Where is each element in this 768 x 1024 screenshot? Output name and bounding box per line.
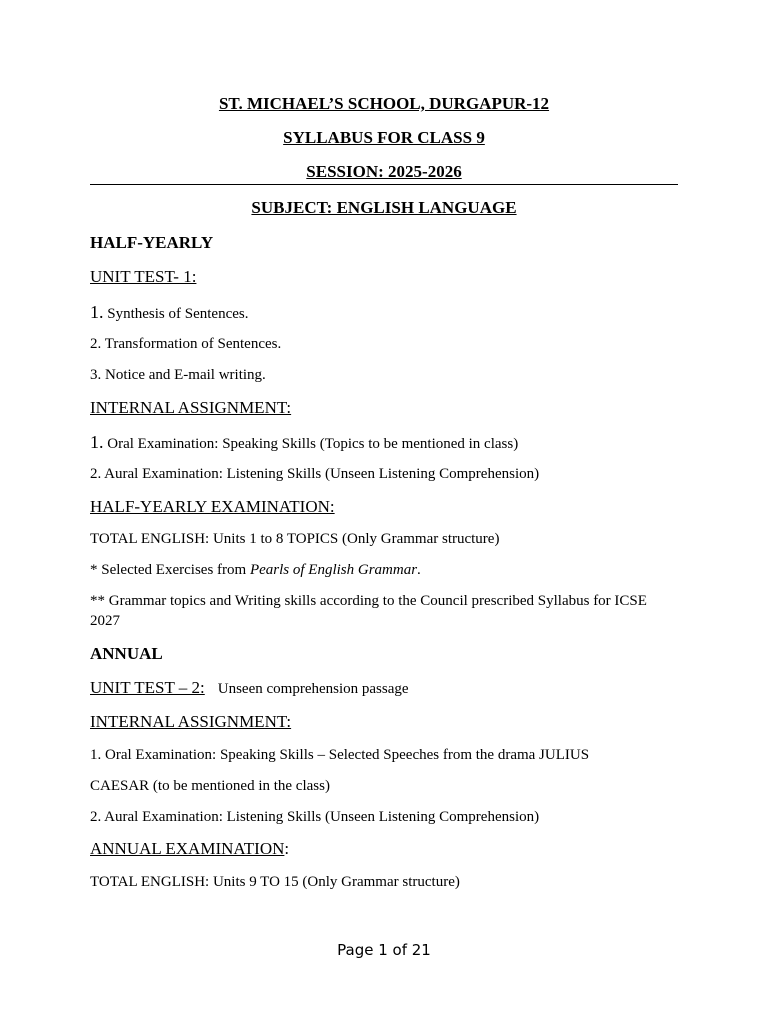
unit-test-1-heading: UNIT TEST- 1: <box>90 267 197 286</box>
unit-test-1-item-1: 1. Synthesis of Sentences. <box>90 302 249 322</box>
internal-assignment-2-item-2: 2. Aural Examination: Listening Skills (Unseen Listening Comprehension) <box>90 809 540 825</box>
unit-test-2-heading: UNIT TEST – 2: <box>90 678 205 697</box>
unit-test-2-text: Unseen comprehension passage <box>217 681 409 697</box>
annual-heading: ANNUAL <box>90 644 163 663</box>
school-title: ST. MICHAEL’S SCHOOL, DURGAPUR-12 <box>218 94 550 113</box>
header-divider <box>90 184 678 185</box>
unit-test-2-line <box>90 679 409 698</box>
annual-exam-heading-line: ANNUAL EXAMINATION: <box>90 839 290 858</box>
subject-title: SUBJECT: ENGLISH LANGUAGE <box>251 198 517 217</box>
page-number: Page 1 of 21 <box>337 941 431 959</box>
internal-assignment-1-item-1: 1. Oral Examination: Speaking Skills (Topics to be mentioned in class) <box>90 432 519 452</box>
annual-exam-heading: ANNUAL EXAMINATION <box>90 839 285 858</box>
half-yearly-exam-heading: HALF-YEARLY EXAMINATION: <box>90 497 335 516</box>
internal-assignment-1-heading: INTERNAL ASSIGNMENT: <box>90 398 292 417</box>
internal-assignment-1-item-2: 2. Aural Examination: Listening Skills (Unseen Listening Comprehension) <box>90 466 540 482</box>
half-yearly-heading: HALF-YEARLY <box>90 233 214 252</box>
book-title: Pearls of English Grammar <box>249 562 418 578</box>
half-yearly-exam-total: TOTAL ENGLISH: Units 1 to 8 TOPICS (Only Grammar structure) <box>90 531 500 547</box>
grammar-note: ** Grammar topics and Writing skills according to the Council prescribed Syllabus for ICSE 2027 <box>90 593 647 629</box>
internal-assignment-2-heading: INTERNAL ASSIGNMENT: <box>90 712 292 731</box>
internal-assignment-2-item-1-line-2: CAESAR (to be mentioned in the class) <box>90 778 330 794</box>
internal-assignment-2-item-1-line-1: 1. Oral Examination: Speaking Skills – Selected Speeches from the drama JULIUS <box>90 747 590 763</box>
unit-test-1-item-2: 2. Transformation of Sentences. <box>90 336 282 352</box>
unit-test-1-item-3: 3. Notice and E-mail writing. <box>90 367 266 383</box>
syllabus-title: SYLLABUS FOR CLASS 9 <box>283 128 485 147</box>
selected-exercises-line: * Selected Exercises from Pearls of English Grammar. <box>90 562 421 578</box>
annual-exam-total: TOTAL ENGLISH: Units 9 TO 15 (Only Grammar structure) <box>90 874 460 890</box>
session-title: SESSION: 2025-2026 <box>306 162 462 181</box>
